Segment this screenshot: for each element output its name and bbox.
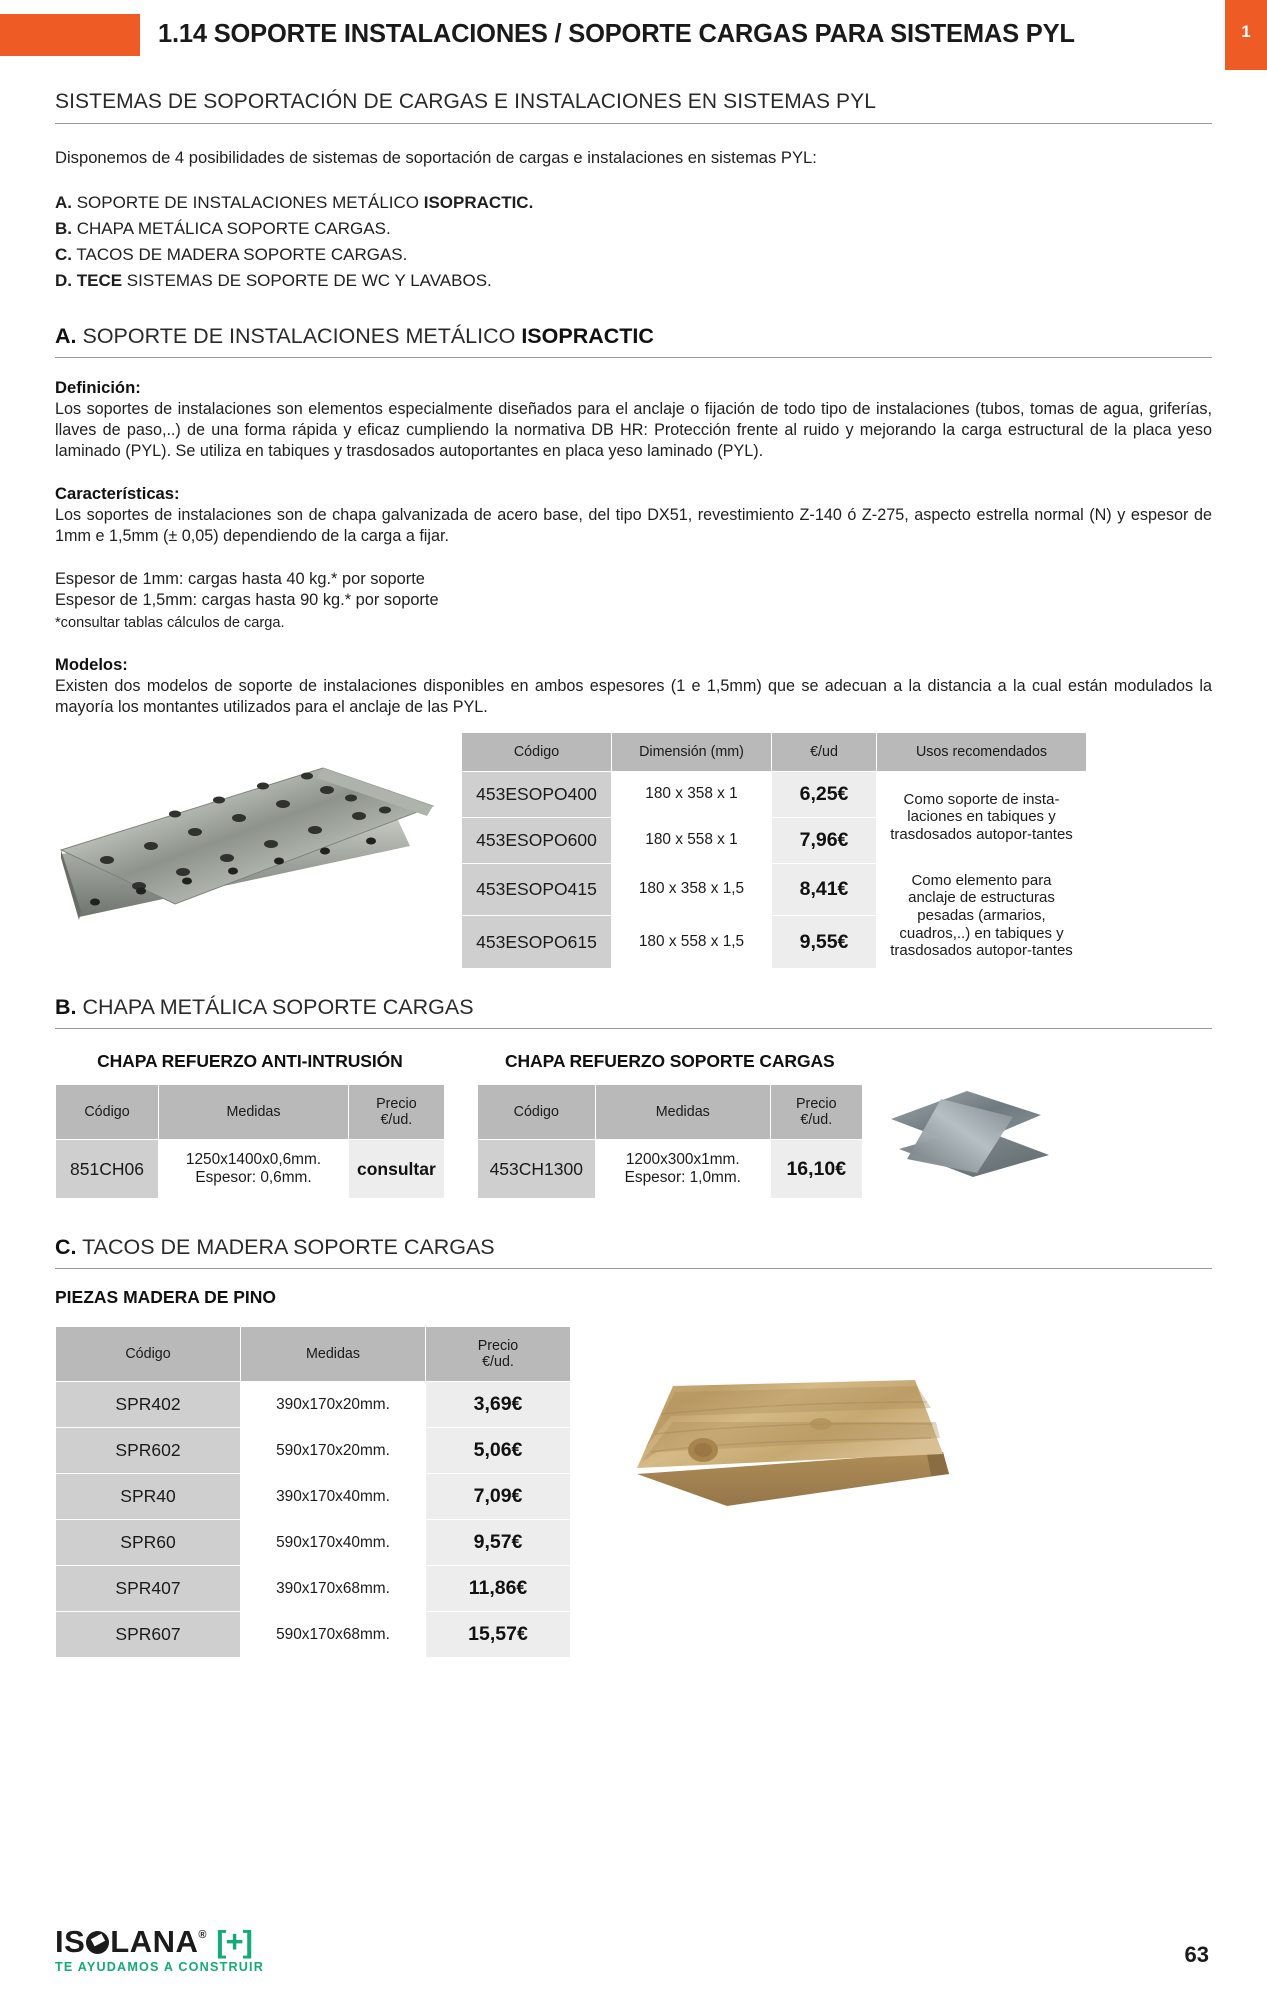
chapa-soporte-cargas-block [477, 1051, 863, 1199]
table-row [56, 1520, 571, 1566]
page-title: 1.14 SOPORTE INSTALACIONES / SOPORTE CARGAS PARA SISTEMAS PYL [158, 20, 1075, 48]
logo-pre: IS [55, 1924, 86, 1959]
section-b-row [55, 1051, 1212, 1207]
page-number: 63 [1184, 1942, 1209, 1967]
section-a-title: SOPORTE DE INSTALACIONES METÁLICO [76, 323, 522, 348]
cell-medidas-line2: Espesor: 1,0mm. [624, 1169, 741, 1187]
caracteristicas-label: Características: [55, 483, 180, 503]
cell-medidas: 590x170x68mm. [241, 1612, 426, 1658]
option-text: TACOS DE MADERA SOPORTE CARGAS. [72, 244, 408, 264]
table-row [462, 771, 1087, 817]
metal-sheets-svg [881, 1077, 1071, 1197]
modelos-label: Modelos: [55, 654, 128, 674]
chapter-tab [1225, 0, 1267, 70]
cell-dimension: 180 x 358 x 1 [612, 771, 772, 817]
cell-uso: Como elemento para anclaje de estructuras pesadas (armarios, cuadros,..) en tabiques y trasdosados autopor-tantes [877, 863, 1087, 968]
carga-nota: *consultar tablas cálculos de carga. [55, 614, 285, 631]
option-letter: A. [55, 192, 72, 212]
th-precio-line2: €/ud. [482, 1354, 514, 1371]
metal-plate-svg [55, 754, 435, 939]
table-row [477, 1140, 862, 1199]
header-accent-bar [0, 14, 140, 56]
espesor-lines [55, 569, 1212, 633]
cell-precio: consultar [349, 1140, 445, 1199]
table-row [56, 1428, 571, 1474]
option-letter: B. [55, 218, 72, 238]
chapas-product-image [881, 1051, 1081, 1207]
cell-codigo: 453ESOPO400 [462, 771, 612, 817]
cell-codigo: SPR60 [56, 1520, 241, 1566]
isopractic-table-wrap [461, 732, 1087, 969]
cell-codigo: SPR40 [56, 1474, 241, 1520]
definicion-label: Definición: [55, 377, 141, 397]
logo-tagline: TE AYUDAMOS A CONSTRUIR [55, 1960, 265, 1974]
espesor-15mm: Espesor de 1,5mm: cargas hasta 90 kg.* por soporte [55, 591, 439, 610]
logo-registered-mark: ® [198, 1929, 208, 1941]
section-c-letter: C. [55, 1235, 77, 1260]
option-brand: ISOPRACTIC. [423, 192, 534, 212]
chapa-anti-intrusion-title: CHAPA REFUERZO ANTI-INTRUSIÓN [97, 1051, 403, 1072]
th-medidas: Medidas [241, 1327, 426, 1382]
definicion-block [55, 378, 1212, 462]
cell-medidas-line1: 1250x1400x0,6mm. [185, 1151, 322, 1169]
cell-dimension: 180 x 558 x 1,5 [612, 916, 772, 969]
section-a-heading [55, 324, 1212, 358]
th-precio [349, 1085, 445, 1140]
table-row [56, 1612, 571, 1658]
chapter-tab-number: 1 [1241, 22, 1251, 41]
isolana-logo [55, 1926, 264, 1974]
option-text: CHAPA METÁLICA SOPORTE CARGAS. [72, 218, 391, 238]
madera-pino-rows [56, 1382, 571, 1658]
chapa-soporte-cargas-title: CHAPA REFUERZO SOPORTE CARGAS [504, 1051, 835, 1072]
cell-codigo: 453ESOPO415 [462, 863, 612, 916]
modelos-block [55, 655, 1212, 718]
table-header-row [477, 1085, 862, 1140]
th-usos: Usos recomendados [877, 732, 1087, 771]
table-header-row [56, 1085, 445, 1140]
cell-medidas: 590x170x40mm. [241, 1520, 426, 1566]
th-codigo: Código [56, 1327, 241, 1382]
wood-block-illustration [631, 1356, 961, 1526]
cell-precio: 3,69€ [426, 1382, 571, 1428]
cell-codigo: SPR407 [56, 1566, 241, 1612]
madera-product-image [631, 1326, 961, 1526]
logo-plus-icon: [+] [216, 1924, 252, 1959]
list-item [55, 190, 1212, 216]
cell-precio: 9,57€ [426, 1520, 571, 1566]
th-codigo: Código [56, 1085, 159, 1140]
th-precio [770, 1085, 862, 1140]
chapa-soporte-cargas-table [477, 1084, 863, 1199]
cell-medidas: 390x170x40mm. [241, 1474, 426, 1520]
cell-precio: 6,25€ [772, 771, 877, 817]
cell-uso: Como soporte de insta-laciones en tabiques y trasdosados autopor-tantes [877, 771, 1087, 863]
caracteristicas-block [55, 484, 1212, 547]
option-text: SISTEMAS DE SOPORTE DE WC Y LAVABOS. [122, 270, 492, 290]
piezas-madera-subtitle: PIEZAS MADERA DE PINO [55, 1287, 277, 1308]
section-subtitle: SISTEMAS DE SOPORTACIÓN DE CARGAS E INSTALACIONES EN SISTEMAS PYL [55, 90, 1212, 124]
table-header-row [56, 1327, 571, 1382]
chapa-anti-intrusion-table [55, 1084, 445, 1199]
cell-medidas [159, 1140, 349, 1199]
table-row [56, 1474, 571, 1520]
isopractic-product-image [55, 732, 455, 939]
option-letter: D. [55, 270, 72, 290]
metal-sheets-illustration [881, 1077, 1081, 1207]
cell-medidas-line2: Espesor: 0,6mm. [195, 1169, 312, 1187]
cell-medidas: 390x170x20mm. [241, 1382, 426, 1428]
modelos-text: Existen dos modelos de soporte de instalaciones disponibles en ambos espesores (1 e 1,5mm) que se adecuan a la distancia a la cual están modulados la mayoría los montantes utilizados para el anclaje de las PYL. [55, 676, 1212, 716]
th-codigo: Código [477, 1085, 595, 1140]
page-header [0, 0, 1267, 72]
options-list [55, 190, 1212, 294]
cell-medidas: 590x170x20mm. [241, 1428, 426, 1474]
espesor-1mm: Espesor de 1mm: cargas hasta 40 kg.* por soporte [55, 569, 425, 588]
definicion-text: Los soportes de instalaciones son elementos especialmente diseñados para el anclaje o fijación de todo tipo de instalaciones (tubos, tomas de agua, griferías, llaves de paso,..) de una forma rápida y eficaz cumpliendo la normativa DB HR: Protección frente al ruido y mejorando la carga estructural de la placa yeso laminado (PYL). Se utiliza en tabiques y trasdosados autoportantes en placa yeso laminado (PYL). [55, 399, 1212, 460]
cell-codigo: 851CH06 [56, 1140, 159, 1199]
th-precio-line1: Precio [376, 1096, 417, 1113]
section-c-title: TACOS DE MADERA SOPORTE CARGAS [76, 1235, 495, 1260]
cell-precio: 8,41€ [772, 863, 877, 916]
th-precio-line2: €/ud. [380, 1112, 413, 1129]
cell-precio: 15,57€ [426, 1612, 571, 1658]
logo-post: LANA [110, 1924, 199, 1959]
isopractic-table [461, 732, 1087, 969]
table-row [56, 1140, 445, 1199]
cell-codigo: SPR602 [56, 1428, 241, 1474]
section-a-letter: A. [55, 323, 77, 348]
table-row [462, 863, 1087, 916]
madera-pino-table [55, 1326, 571, 1658]
chapa-anti-intrusion-block [55, 1051, 445, 1199]
list-item [55, 242, 1212, 268]
section-b-title: CHAPA METÁLICA SOPORTE CARGAS [76, 995, 474, 1020]
cell-precio: 11,86€ [426, 1566, 571, 1612]
section-a-brand: ISOPRACTIC [521, 323, 654, 348]
list-item [55, 216, 1212, 242]
th-precio-line1: Precio [477, 1338, 519, 1355]
cell-precio: 7,09€ [426, 1474, 571, 1520]
th-dimension: Dimensión (mm) [612, 732, 772, 771]
table-row [56, 1566, 571, 1612]
page-footer [0, 1912, 1267, 1982]
logo-wordmark [55, 1926, 264, 1957]
cell-codigo: 453CH1300 [477, 1140, 595, 1199]
section-c-heading [55, 1235, 1212, 1269]
cell-medidas-line1: 1200x300x1mm. [625, 1151, 740, 1169]
cell-precio: 5,06€ [426, 1428, 571, 1474]
models-row [55, 732, 1212, 969]
section-b-letter: B. [55, 995, 77, 1020]
metal-plate-illustration [55, 754, 435, 939]
cell-codigo: 453ESOPO615 [462, 916, 612, 969]
section-b-heading [55, 995, 1212, 1029]
caracteristicas-text: Los soportes de instalaciones son de chapa galvanizada de acero base, del tipo DX51, revestimiento Z-140 ó Z-275, aspecto estrella normal (N) y espesor de 1mm e 1,5mm (± 0,05) dependiendo de la carga a fijar. [55, 505, 1212, 545]
cell-codigo: 453ESOPO600 [462, 817, 612, 863]
cell-dimension: 180 x 358 x 1,5 [612, 863, 772, 916]
logo-o-icon [86, 1931, 109, 1954]
th-codigo: Código [462, 732, 612, 771]
th-precio-line1: Precio [796, 1096, 837, 1113]
cell-precio: 7,96€ [772, 817, 877, 863]
th-medidas: Medidas [159, 1085, 349, 1140]
th-precio: €/ud [772, 732, 877, 771]
cell-dimension: 180 x 558 x 1 [612, 817, 772, 863]
option-letter: C. [55, 244, 72, 264]
table-row [56, 1382, 571, 1428]
cell-precio: 16,10€ [770, 1140, 862, 1199]
cell-codigo: SPR402 [56, 1382, 241, 1428]
table-header-row [462, 732, 1087, 771]
wood-block-svg [631, 1356, 961, 1526]
option-text: SOPORTE DE INSTALACIONES METÁLICO [72, 192, 424, 212]
cell-medidas [595, 1140, 770, 1199]
th-precio [426, 1327, 571, 1382]
list-item [55, 268, 1212, 294]
option-brand: TECE [76, 270, 123, 290]
th-precio-line2: €/ud. [800, 1112, 833, 1129]
th-medidas: Medidas [595, 1085, 770, 1140]
section-c-row [55, 1326, 1212, 1658]
cell-precio: 9,55€ [772, 916, 877, 969]
intro-paragraph: Disponemos de 4 posibilidades de sistemas de soportación de cargas e instalaciones en sistemas PYL: [55, 148, 817, 167]
cell-codigo: SPR607 [56, 1612, 241, 1658]
cell-medidas: 390x170x68mm. [241, 1566, 426, 1612]
